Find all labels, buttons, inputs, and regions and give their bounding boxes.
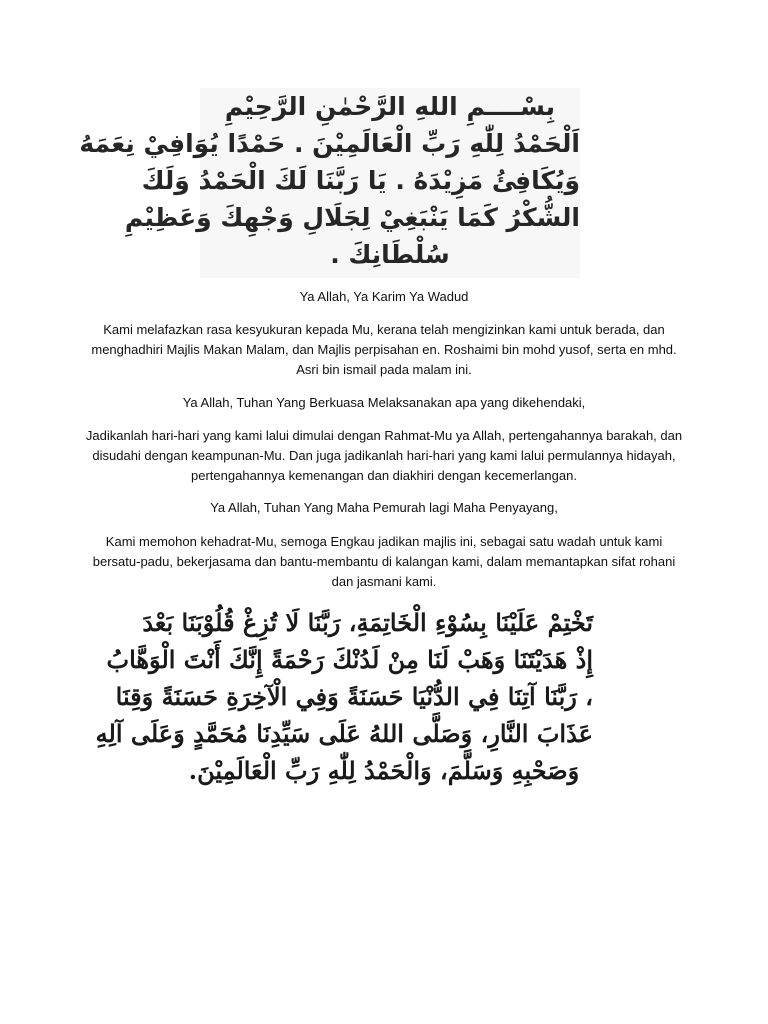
arabic-line: اَلْحَمْدُ لِلّٰهِ رَبِّ الْعَالَمِيْنَ . حَمْدًا يُوَافِيْ نِعَمَهُ (79, 129, 580, 158)
arabic-line: بِسْــــمِ اللهِ الرَّحْمٰنِ الرَّحِيْمِ (224, 92, 556, 121)
request-paragraph: Kami memohon kehadrat-Mu, semoga Engkau jadikan majlis ini, sebagai satu wadah untuk kami bersatu-padu, bekerjasama dan bantu-membantu di kalangan kami, dalam memantapkan sifat rohani dan jasmani kami. (92, 534, 676, 589)
arabic-line: وَيُكَافِئُ مَزِيْدَهُ . يَا رَبَّنَا لَكَ الْحَمْدُ وَلَكَ (141, 166, 580, 195)
prayer-paragraph: Jadikanlah hari-hari yang kami lalui dimulai dengan Rahmat-Mu ya Allah, pertengahannya barakah, dan disudahi dengan keampunan-Mu. Dan juga jadikanlah hari-hari yang kami lalui permulannya hidayah, pertengahannya kemenangan dan diakhiri dengan kecemerlangan. (85, 428, 683, 483)
doa-arabic-top (79, 88, 580, 278)
invocation-line: Ya Allah, Tuhan Yang Berkuasa Melaksanakan apa yang dikehendaki, (182, 395, 586, 410)
doa-arabic-bottom (95, 604, 593, 789)
arabic-line: ، رَبَّنَا آتِنَا فِي الدُّنْيَا حَسَنَةً وَفِي الْآخِرَةِ حَسَنَةً وَقِنَا (115, 682, 593, 711)
arabic-line: سُلْطَانِكَ . (330, 240, 450, 269)
arabic-line: إِذْ هَدَيْتَنَا وَهَبْ لَنَا مِنْ لَدُنْكَ رَحْمَةً إِنَّكَ أَنْتَ الْوَهَّابُ (106, 645, 593, 674)
arabic-line: الشُّكْرُ كَمَا يَنْبَغِيْ لِجَلَالِ وَجْهِكَ وَعَظِيْمِ (124, 203, 580, 232)
arabic-line: تَخْتِمْ عَلَيْنَا بِسُوْءِ الْخَاتِمَةِ، رَبَّنَا لَا تُزِغْ قُلُوْبَنَا بَعْدَ (142, 608, 593, 637)
gratitude-paragraph: Kami melafazkan rasa kesyukuran kepada Mu, kerana telah mengizinkan kami untuk berada, dan menghadhiri Majlis Makan Malam, dan Majlis perpisahan en. Roshaimi bin mohd yusof, serta en mhd. Asri bin ismail pada malam ini. (91, 322, 677, 377)
arabic-line: عَذَابَ النَّارِ، وَصَلَّى اللهُ عَلَى سَيِّدِنَا مُحَمَّدٍ وَعَلَى آلِهِ (95, 719, 593, 748)
invocation-line: Ya Allah, Tuhan Yang Maha Pemurah lagi Maha Penyayang, (210, 500, 558, 515)
arabic-line: وَصَحْبِهِ وَسَلَّمَ، وَالْحَمْدُ لِلّٰهِ رَبِّ الْعَالَمِيْنَ. (188, 756, 580, 785)
invocation-heading: Ya Allah, Ya Karim Ya Wadud (299, 289, 469, 304)
